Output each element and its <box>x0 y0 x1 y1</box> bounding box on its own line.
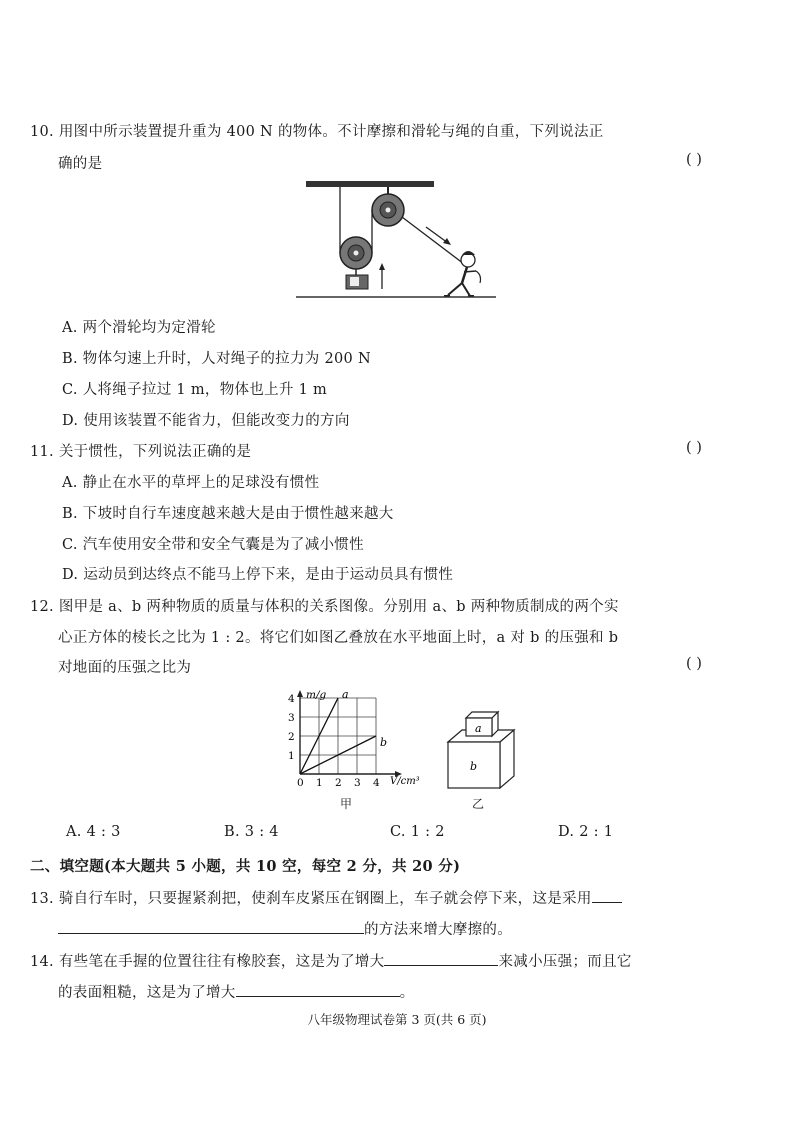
q14-blank-2[interactable] <box>236 982 400 997</box>
page-footer: 八年级物理试卷第 3 页(共 6 页) <box>307 1012 487 1027</box>
x-tick-label: 3 <box>354 777 361 789</box>
q12-answer-paren: ( ) <box>686 656 702 672</box>
y-axis-arrow <box>297 690 303 697</box>
mass-volume-chart <box>280 688 420 788</box>
q10-option-a: A. 两个滑轮均为定滑轮 <box>62 320 216 336</box>
q11-option-c: C. 汽车使用安全带和安全气囊是为了减小惯性 <box>62 537 364 553</box>
q10-option-b: B. 物体匀速上升时，人对绳子的拉力为 200 N <box>62 351 371 367</box>
q14-blank-1[interactable] <box>384 951 498 966</box>
x-axis-label: V/cm³ <box>390 776 420 787</box>
pulley-figure <box>296 175 456 305</box>
q10-stem-line1: 10. 用图中所示装置提升重为 400 N 的物体。不计摩擦和滑轮与绳的自重，下列说法正 <box>30 124 604 140</box>
cube-a-label: a <box>475 722 482 735</box>
q12-stem-line2: 心正方体的棱长之比为 1 : 2。将它们如图乙叠放在水平地面上时，a 对 b 的压强和 b <box>58 630 619 646</box>
q13-tail: 的方法来增大摩擦的。 <box>364 922 512 938</box>
q13-line2 <box>58 918 512 939</box>
x-tick-label: 1 <box>316 777 323 789</box>
q12-stem-line3: 对地面的压强之比为 <box>58 660 192 676</box>
series-label-b: b <box>380 736 388 749</box>
q11-stem: 11. 关于惯性，下列说法正确的是 <box>30 444 252 460</box>
q11-option-b: B. 下坡时自行车速度越来越大是由于惯性越来越大 <box>62 506 394 522</box>
q14-text-d: 。 <box>399 985 415 1001</box>
y-tick-label: 3 <box>288 712 295 724</box>
q12-option-a: A. 4 : 3 <box>66 824 121 840</box>
q10-stem-line2: 确的是 <box>58 156 103 172</box>
q13-blank-a[interactable] <box>592 888 622 903</box>
y-tick-label: 2 <box>288 731 295 743</box>
q11-answer-paren: ( ) <box>686 440 702 456</box>
stacked-cubes-figure <box>440 700 530 790</box>
q10-answer-paren: ( ) <box>686 152 702 168</box>
q13-line1 <box>30 887 622 908</box>
section2-title: 二、填空题(本大题共 5 小题，共 10 空，每空 2 分，共 20 分) <box>30 858 461 875</box>
q12-option-c: C. 1 : 2 <box>390 824 445 840</box>
q12-stem-line1: 12. 图甲是 a、b 两种物质的质量与体积的关系图像。分别用 a、b 两种物质制成的两个实 <box>30 599 619 615</box>
q11-option-a: A. 静止在水平的草坪上的足球没有惯性 <box>62 475 320 491</box>
q13-blank-b[interactable] <box>58 919 364 934</box>
q14-text-b: 来减小压强；而且它 <box>498 954 632 970</box>
cube-b-label: b <box>470 760 478 773</box>
q10-option-d: D. 使用该装置不能省力，但能改变力的方向 <box>62 413 350 429</box>
q10-option-c: C. 人将绳子拉过 1 m，物体也上升 1 m <box>62 382 328 398</box>
x-tick-label: 4 <box>373 777 380 789</box>
series-label-a: a <box>342 688 349 701</box>
q12-option-b: B. 3 : 4 <box>224 824 279 840</box>
q14-line2 <box>58 981 414 1002</box>
y-tick-label: 4 <box>288 693 295 705</box>
q12-option-d: D. 2 : 1 <box>558 824 614 840</box>
y-tick-label: 1 <box>288 750 295 762</box>
x-tick-label: 2 <box>335 777 342 789</box>
fig-jia-caption: 甲 <box>340 797 353 811</box>
x-tick-label: 0 <box>297 777 304 789</box>
q13-text: 13. 骑自行车时，只要握紧刹把，使刹车皮紧压在钢圈上，车子就会停下来，这是采用 <box>30 891 592 907</box>
y-axis-label: m/g <box>306 689 327 701</box>
q14-line1 <box>30 950 632 971</box>
fig-yi-caption: 乙 <box>472 797 485 811</box>
q14-text-a: 14. 有些笔在手握的位置往往有橡胶套，这是为了增大 <box>30 954 385 970</box>
q14-text-c: 的表面粗糙，这是为了增大 <box>58 985 236 1001</box>
q11-option-d: D. 运动员到达终点不能马上停下来，是由于运动员具有惯性 <box>62 567 454 583</box>
